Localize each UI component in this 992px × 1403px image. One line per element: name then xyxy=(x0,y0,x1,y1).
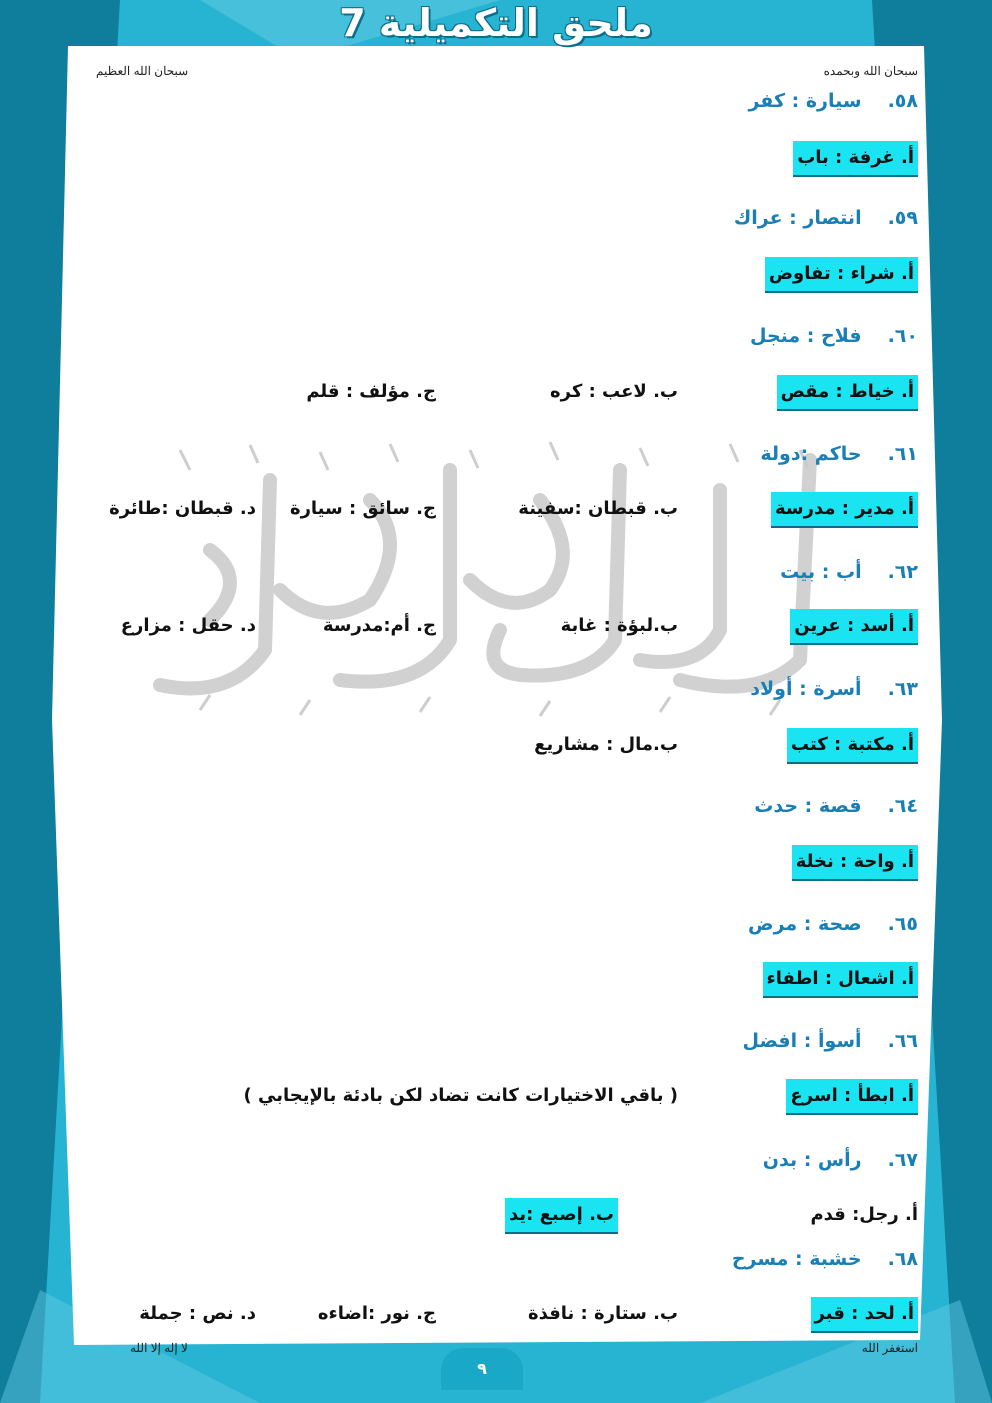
option-a-58[interactable]: أ. غرفة : باب xyxy=(793,141,918,177)
question-68 xyxy=(732,1248,918,1270)
question-number: ٦٦. xyxy=(887,1030,918,1052)
option-d-62[interactable]: د. حقل : مزارع xyxy=(120,615,256,636)
option-a-61[interactable]: أ. مدير : مدرسة xyxy=(771,492,918,528)
question-number: ٦٨. xyxy=(887,1248,918,1270)
option-c-61[interactable]: ج. سائق : سيارة xyxy=(289,498,436,519)
question-text: خشبة : مسرح xyxy=(731,1248,862,1270)
option-b-68[interactable]: ب. ستارة : نافذة xyxy=(527,1303,678,1324)
question-text: صحة : مرض xyxy=(748,913,862,935)
question-number: ٥٨. xyxy=(887,90,918,112)
question-number: ٦٤. xyxy=(887,795,918,817)
question-number: ٦٣. xyxy=(887,678,918,700)
question-66 xyxy=(742,1030,918,1052)
option-b-62[interactable]: ب.لبؤة : غابة xyxy=(560,615,678,636)
question-number: ٦٧. xyxy=(887,1149,918,1171)
option-a-68[interactable]: أ. لحد : قبر xyxy=(811,1297,918,1333)
question-65 xyxy=(748,913,918,935)
question-text: سيارة : كفر xyxy=(748,90,862,112)
question-text: حاكم :دولة xyxy=(760,443,862,465)
header-left-text: سبحان الله العظيم xyxy=(96,64,189,78)
option-b-67[interactable]: ب. إصبع :يد xyxy=(505,1198,618,1234)
question-59 xyxy=(734,207,918,229)
question-text: رأس : بدن xyxy=(762,1149,862,1171)
question-text: أسرة : أولاد xyxy=(750,678,862,700)
question-number: ٦٠. xyxy=(887,325,918,347)
question-61 xyxy=(760,443,918,465)
question-number: ٦١. xyxy=(887,443,918,465)
option-a-66[interactable]: أ. ابطأ : اسرع xyxy=(786,1079,918,1115)
footer-left-text: لا إله إلا الله xyxy=(130,1341,188,1355)
option-a-63[interactable]: أ. مكتبة : كتب xyxy=(787,728,918,764)
answer-note-66: ( باقي الاختيارات كانت تضاد لكن بادئة بالإيجابي ) xyxy=(243,1085,678,1106)
option-a-65[interactable]: أ. اشعال : اطفاء xyxy=(763,962,918,998)
question-number: ٥٩. xyxy=(887,207,918,229)
question-text: فلاح : منجل xyxy=(750,325,862,347)
question-67 xyxy=(763,1149,918,1171)
option-a-60[interactable]: أ. خياط : مقص xyxy=(777,375,918,411)
option-a-67[interactable]: أ. رجل: قدم xyxy=(810,1204,918,1225)
question-text: انتصار : عراك xyxy=(733,207,862,229)
option-d-68[interactable]: د. نص : جملة xyxy=(139,1303,256,1324)
header-right-text: سبحان الله وبحمده xyxy=(823,64,918,78)
question-text: أب : بيت xyxy=(780,561,862,583)
page-title: ملحق التكميلية 7 xyxy=(339,1,653,45)
question-60 xyxy=(750,325,918,347)
option-b-61[interactable]: ب. قبطان :سفينة xyxy=(518,498,678,519)
option-c-68[interactable]: ج. نور :اضاءه xyxy=(317,1303,436,1324)
page-number: ٩ xyxy=(441,1348,523,1390)
option-b-60[interactable]: ب. لاعب : كره xyxy=(550,381,678,402)
option-c-62[interactable]: ج. أم:مدرسة xyxy=(322,615,436,636)
option-a-64[interactable]: أ. واحة : نخلة xyxy=(792,845,918,881)
question-text: قصة : حدث xyxy=(754,795,862,817)
question-63 xyxy=(750,678,918,700)
option-a-59[interactable]: أ. شراء : تفاوض xyxy=(765,257,918,293)
question-64 xyxy=(754,795,918,817)
question-62 xyxy=(780,561,918,583)
option-a-62[interactable]: أ. أسد : عرين xyxy=(790,609,918,645)
question-number: ٦٢. xyxy=(887,561,918,583)
option-c-60[interactable]: ج. مؤلف : قلم xyxy=(306,381,436,402)
option-b-63[interactable]: ب.مال : مشاريع xyxy=(534,734,678,755)
question-number: ٦٥. xyxy=(887,913,918,935)
footer-right-text: استغفر الله xyxy=(861,1341,918,1355)
question-58 xyxy=(748,90,918,112)
question-text: أسوأ : افضل xyxy=(742,1030,862,1052)
option-d-61[interactable]: د. قبطان :طائرة xyxy=(109,498,256,519)
